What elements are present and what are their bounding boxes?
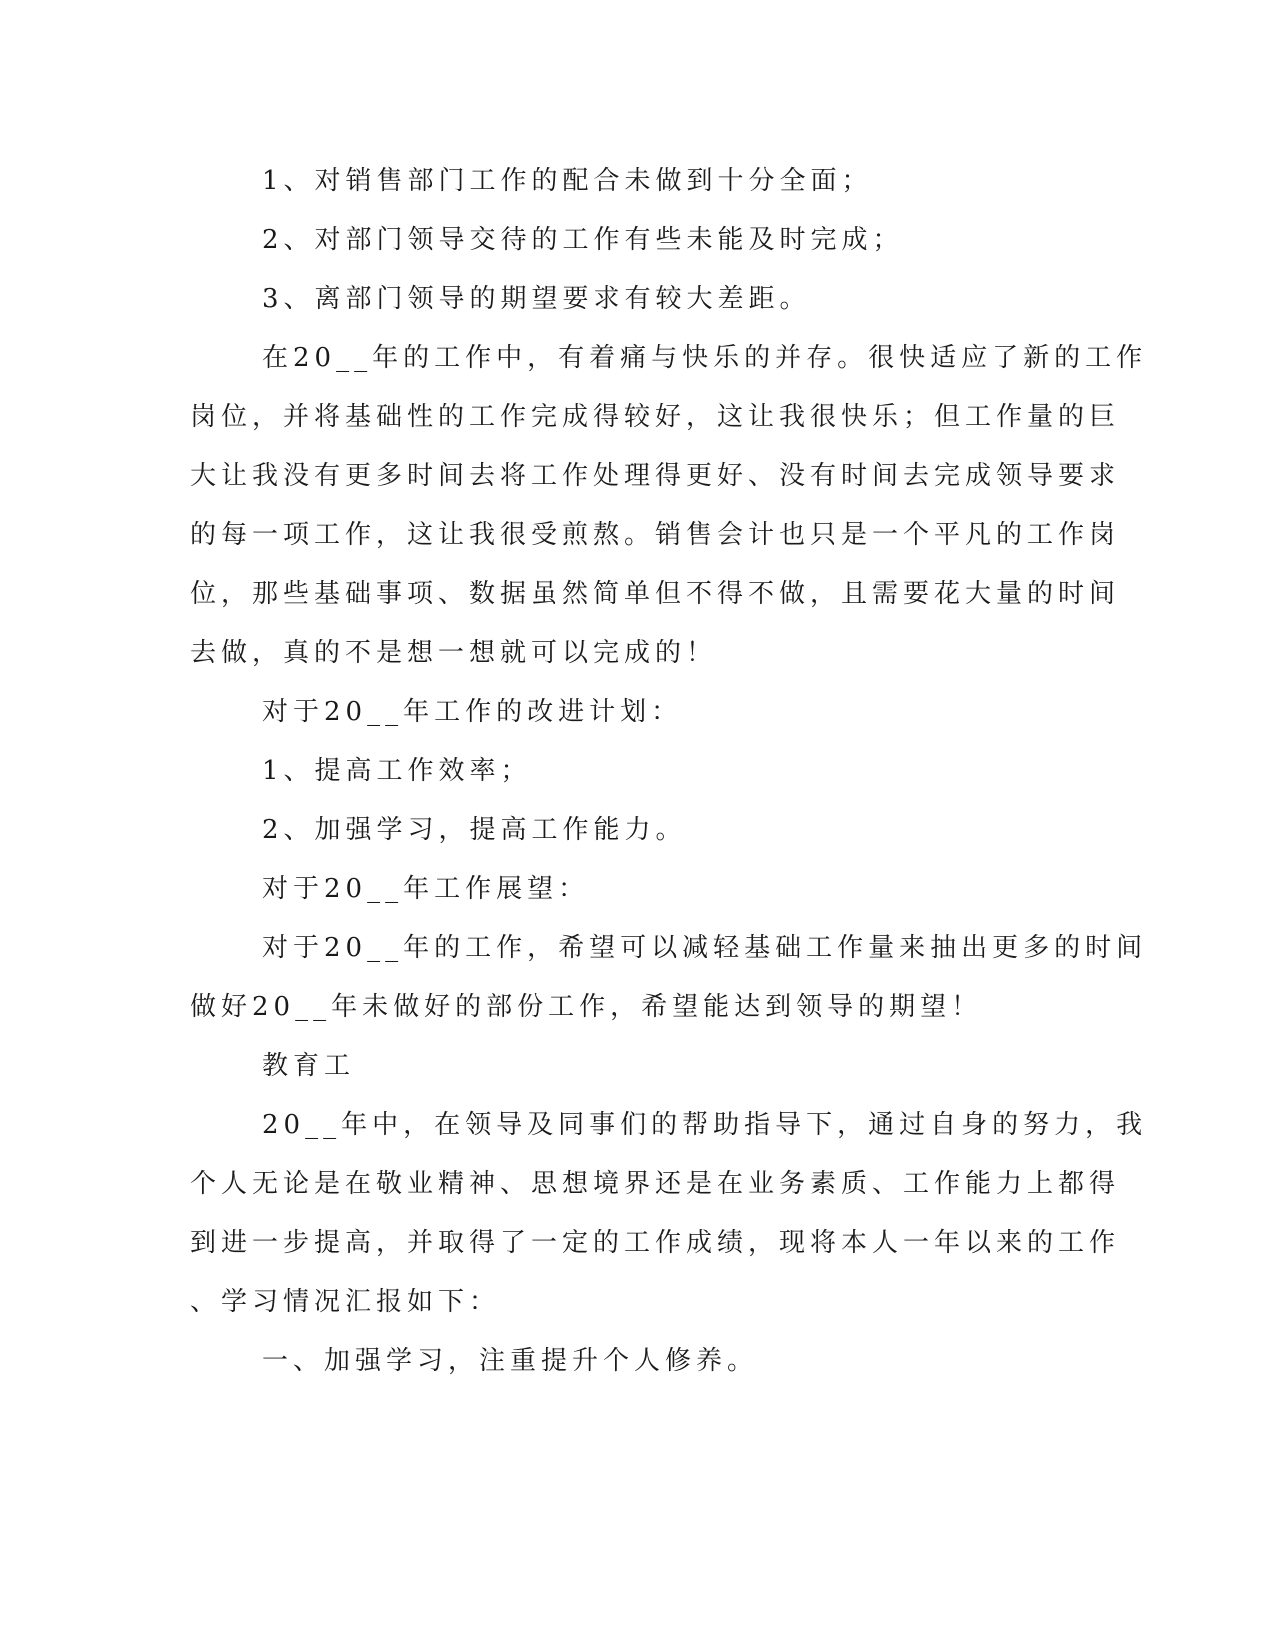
paragraph-line: 做好20__年未做好的部份工作，希望能达到领导的期望！ <box>190 992 983 1022</box>
paragraph-line: 大让我没有更多时间去将工作处理得更好、没有时间去完成领导要求 <box>190 461 1121 491</box>
section-heading-outlook: 对于20__年工作展望： <box>262 874 590 904</box>
paragraph-line: 20__年中，在领导及同事们的帮助指导下，通过自身的努力，我 <box>262 1110 1148 1140</box>
paragraph-line: 、学习情况汇报如下： <box>190 1287 501 1317</box>
paragraph-line: 岗位，并将基础性的工作完成得较好，这让我很快乐；但工作量的巨 <box>190 402 1121 432</box>
list-item-cooperation: 1、对销售部门工作的配合未做到十分全面； <box>262 166 873 196</box>
paragraph-line: 个人无论是在敬业精神、思想境界还是在业务素质、工作能力上都得 <box>190 1169 1121 1199</box>
list-item-expectation-gap: 3、离部门领导的期望要求有较大差距。 <box>262 284 811 314</box>
paragraph-line: 在20__年的工作中，有着痛与快乐的并存。很快适应了新的工作 <box>262 343 1148 373</box>
paragraph-line: 的每一项工作，这让我很受煎熬。销售会计也只是一个平凡的工作岗 <box>190 520 1121 550</box>
paragraph-line: 位，那些基础事项、数据虽然简单但不得不做，且需要花大量的时间 <box>190 579 1121 609</box>
list-item-learning: 2、加强学习，提高工作能力。 <box>262 815 687 845</box>
section-heading-learning: 一、加强学习，注重提升个人修养。 <box>262 1346 759 1376</box>
list-item-efficiency: 1、提高工作效率； <box>262 756 532 786</box>
paragraph-line: 对于20__年的工作，希望可以减轻基础工作量来抽出更多的时间 <box>262 933 1148 963</box>
paragraph-line: 到进一步提高，并取得了一定的工作成绩，现将本人一年以来的工作 <box>190 1228 1121 1258</box>
list-item-timeliness: 2、对部门领导交待的工作有些未能及时完成； <box>262 225 904 255</box>
section-heading-improvement-plan: 对于20__年工作的改进计划： <box>262 697 683 727</box>
paragraph-line: 去做，真的不是想一想就可以完成的！ <box>190 638 718 668</box>
section-title-education-worker: 教育工 <box>262 1051 356 1081</box>
